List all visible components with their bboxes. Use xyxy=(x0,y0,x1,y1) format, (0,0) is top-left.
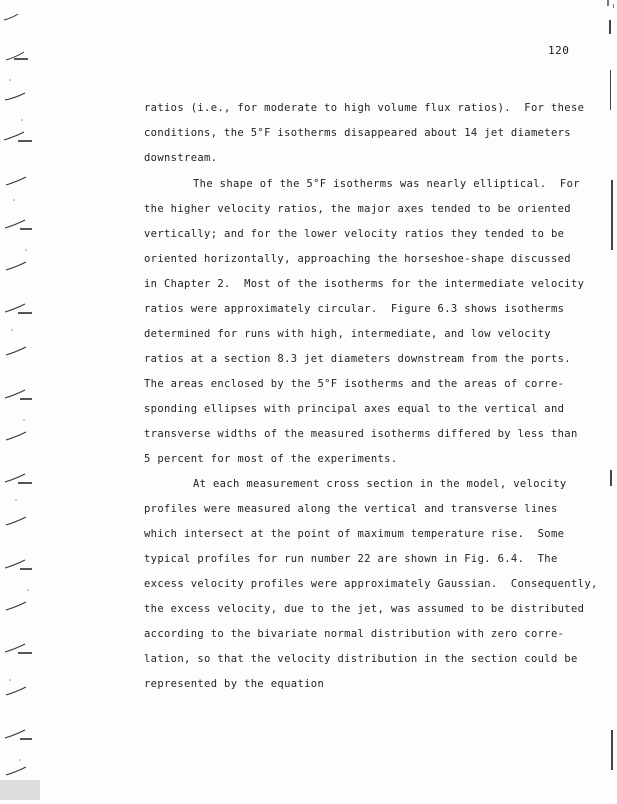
text-line: 5 percent for most of the experiments. xyxy=(144,453,398,465)
text-line: which intersect at the point of maximum temperature rise. Some xyxy=(144,528,565,540)
text-line: excess velocity profiles were approximately Gaussian. Consequently, xyxy=(144,578,598,590)
text-line: in Chapter 2. Most of the isotherms for the intermediate velocity xyxy=(144,278,585,290)
text-line: vertically; and for the lower velocity ratios they tended to be xyxy=(144,228,565,240)
right-edge-artifacts xyxy=(601,0,617,800)
right-edge-marks-graphic xyxy=(601,0,617,800)
binding-edge-artifacts xyxy=(0,0,40,800)
text-line: sponding ellipses with principal axes equal to the vertical and xyxy=(144,403,565,415)
text-line: downstream. xyxy=(144,152,218,164)
text-line: ratios at a section 8.3 jet diameters downstream from the ports. xyxy=(144,353,571,365)
text-line: determined for runs with high, intermediate, and low velocity xyxy=(144,328,551,340)
text-line: ratios were approximately circular. Figure 6.3 shows isotherms xyxy=(144,303,565,315)
text-line: the higher velocity ratios, the major axes tended to be oriented xyxy=(144,203,571,215)
text-line: the excess velocity, due to the jet, was assumed to be distributed xyxy=(144,603,585,615)
text-line: The shape of the 5°F isotherms was nearly elliptical. For xyxy=(193,178,580,190)
text-line: lation, so that the velocity distribution in the section could be xyxy=(144,653,578,665)
text-line: conditions, the 5°F isotherms disappeared about 14 jet diameters xyxy=(144,127,571,139)
binding-marks-graphic xyxy=(0,0,40,800)
text-line: At each measurement cross section in the model, velocity xyxy=(193,478,567,490)
text-line: according to the bivariate normal distribution with zero corre- xyxy=(144,628,565,640)
text-line: typical profiles for run number 22 are shown in Fig. 6.4. The xyxy=(144,553,558,565)
text-line: oriented horizontally, approaching the horseshoe-shape discussed xyxy=(144,253,571,265)
page-number: 120 xyxy=(548,44,570,57)
text-line: ratios (i.e., for moderate to high volume flux ratios). For these xyxy=(144,102,585,114)
text-line: profiles were measured along the vertical and transverse lines xyxy=(144,503,558,515)
text-line: represented by the equation xyxy=(144,678,325,690)
text-line: transverse widths of the measured isotherms differed by less than xyxy=(144,428,578,440)
text-line: The areas enclosed by the 5°F isotherms and the areas of corre- xyxy=(144,378,565,390)
